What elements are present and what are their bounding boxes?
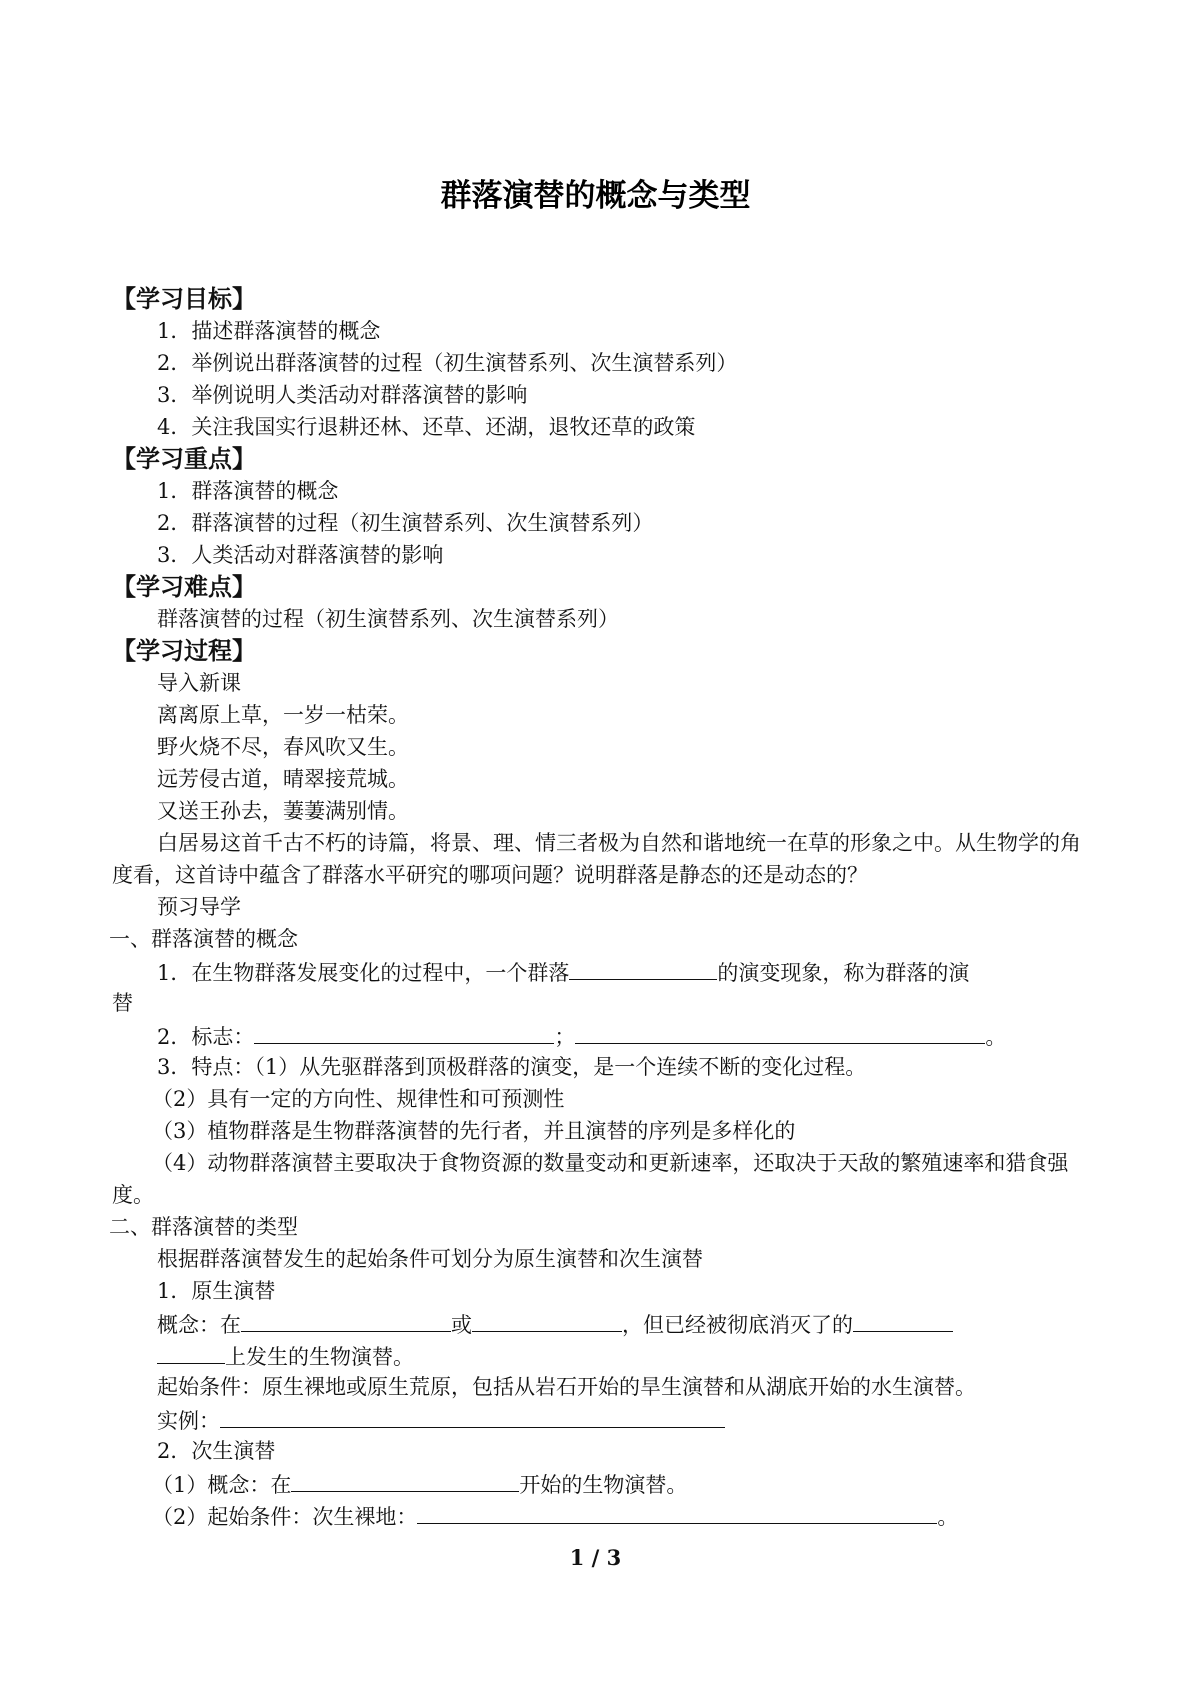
difficulties-heading: 【学习难点】 [112, 573, 256, 601]
concept-item-1-cont: 替 [112, 991, 133, 1015]
primary-concept-b: 或 [451, 1313, 472, 1337]
primary-example [112, 1403, 1092, 1435]
fill-blank[interactable] [241, 1307, 451, 1332]
fill-blank[interactable] [569, 955, 717, 980]
secondary-concept [112, 1467, 1092, 1499]
primary-concept-d: 上发生的生物演替。 [225, 1345, 414, 1369]
fill-blank[interactable] [853, 1307, 953, 1332]
key-point-item: 1．群落演替的概念 [157, 479, 339, 503]
fill-blank[interactable] [472, 1307, 622, 1332]
sign-label: 2．标志： [157, 1025, 255, 1049]
key-point-item: 2．群落演替的过程（初生演替系列、次生演替系列） [157, 511, 654, 535]
feature-subitem: （4）动物群落演替主要取决于食物资源的数量变动和更新速率，还取决于天敌的繁殖速率和猎食强度。 [112, 1151, 1069, 1207]
section1-heading: 一、群落演替的概念 [109, 927, 298, 951]
intro-label: 导入新课 [157, 671, 241, 695]
feature-subitem: （2）具有一定的方向性、规律性和可预测性 [152, 1087, 565, 1111]
goal-item: 4．关注我国实行退耕还林、还草、还湖，退牧还草的政策 [157, 415, 696, 439]
poem-line: 远芳侵古道，晴翠接荒城。 [157, 767, 409, 791]
fill-blank[interactable] [291, 1467, 519, 1492]
secondary-label: 2．次生演替 [157, 1439, 276, 1463]
page-title: 群落演替的概念与类型 [440, 178, 751, 214]
page-number: 1 / 3 [569, 1545, 622, 1570]
concept-item-1 [112, 955, 1092, 987]
preview-label: 预习导学 [157, 895, 241, 919]
feature-subitem: （3）植物群落是生物群落演替的先行者，并且演替的序列是多样化的 [152, 1119, 796, 1143]
fill-blank[interactable] [254, 1019, 554, 1044]
difficulties-text: 群落演替的过程（初生演替系列、次生演替系列） [157, 607, 619, 631]
goal-item: 3．举例说明人类活动对群落演替的影响 [157, 383, 528, 407]
sign-end: 。 [985, 1025, 1007, 1049]
primary-label: 1．原生演替 [157, 1279, 276, 1303]
sign-item [112, 1019, 1092, 1051]
secondary-start-a: （2）起始条件：次生裸地： [152, 1505, 418, 1529]
key-point-item: 3．人类活动对群落演替的影响 [157, 543, 444, 567]
section2-heading: 二、群落演替的类型 [109, 1215, 298, 1239]
process-heading: 【学习过程】 [112, 637, 256, 665]
poem-line: 离离原上草，一岁一枯荣。 [157, 703, 409, 727]
primary-start-condition: 起始条件：原生裸地或原生荒原，包括从岩石开始的旱生演替和从湖底开始的水生演替。 [157, 1375, 976, 1399]
goal-item: 2．举例说出群落演替的过程（初生演替系列、次生演替系列） [157, 351, 738, 375]
fill-blank[interactable] [220, 1403, 725, 1428]
primary-concept-cont [112, 1339, 1092, 1371]
primary-concept [112, 1307, 1092, 1339]
goals-heading: 【学习目标】 [112, 285, 256, 313]
primary-concept-a: 概念：在 [157, 1313, 241, 1337]
poem-line: 又送王孙去，萋萋满别情。 [157, 799, 409, 823]
sign-separator: ； [554, 1025, 576, 1049]
goal-item: 1．描述群落演替的概念 [157, 319, 381, 343]
feature-item: 3．特点：（1）从先驱群落到顶极群落的演变，是一个连续不断的变化过程。 [157, 1055, 867, 1079]
secondary-start [112, 1499, 1092, 1531]
document-body [109, 283, 1092, 1531]
poem-line: 野火烧不尽，春风吹又生。 [157, 735, 409, 759]
key-points-heading: 【学习重点】 [112, 445, 256, 473]
example-label: 实例： [157, 1409, 220, 1433]
secondary-concept-b: 开始的生物演替。 [519, 1473, 688, 1497]
concept-item-1-after: 的演变现象，称为群落的演 [717, 961, 970, 985]
primary-concept-c: ，但已经被彻底消灭了的 [622, 1313, 853, 1337]
secondary-concept-a: （1）概念：在 [152, 1473, 292, 1497]
fill-blank[interactable] [417, 1499, 937, 1524]
fill-blank[interactable] [575, 1019, 985, 1044]
intro-paragraph: 白居易这首千古不朽的诗篇，将景、理、情三者极为自然和谐地统一在草的形象之中。从生物学的角度看，这首诗中蕴含了群落水平研究的哪项问题？说明群落是静态的还是动态的？ [112, 831, 1081, 887]
secondary-start-b: 。 [937, 1505, 959, 1529]
concept-item-1-before: 1．在生物群落发展变化的过程中，一个群落 [157, 961, 570, 985]
types-intro: 根据群落演替发生的起始条件可划分为原生演替和次生演替 [157, 1247, 703, 1271]
fill-blank[interactable] [157, 1339, 225, 1364]
